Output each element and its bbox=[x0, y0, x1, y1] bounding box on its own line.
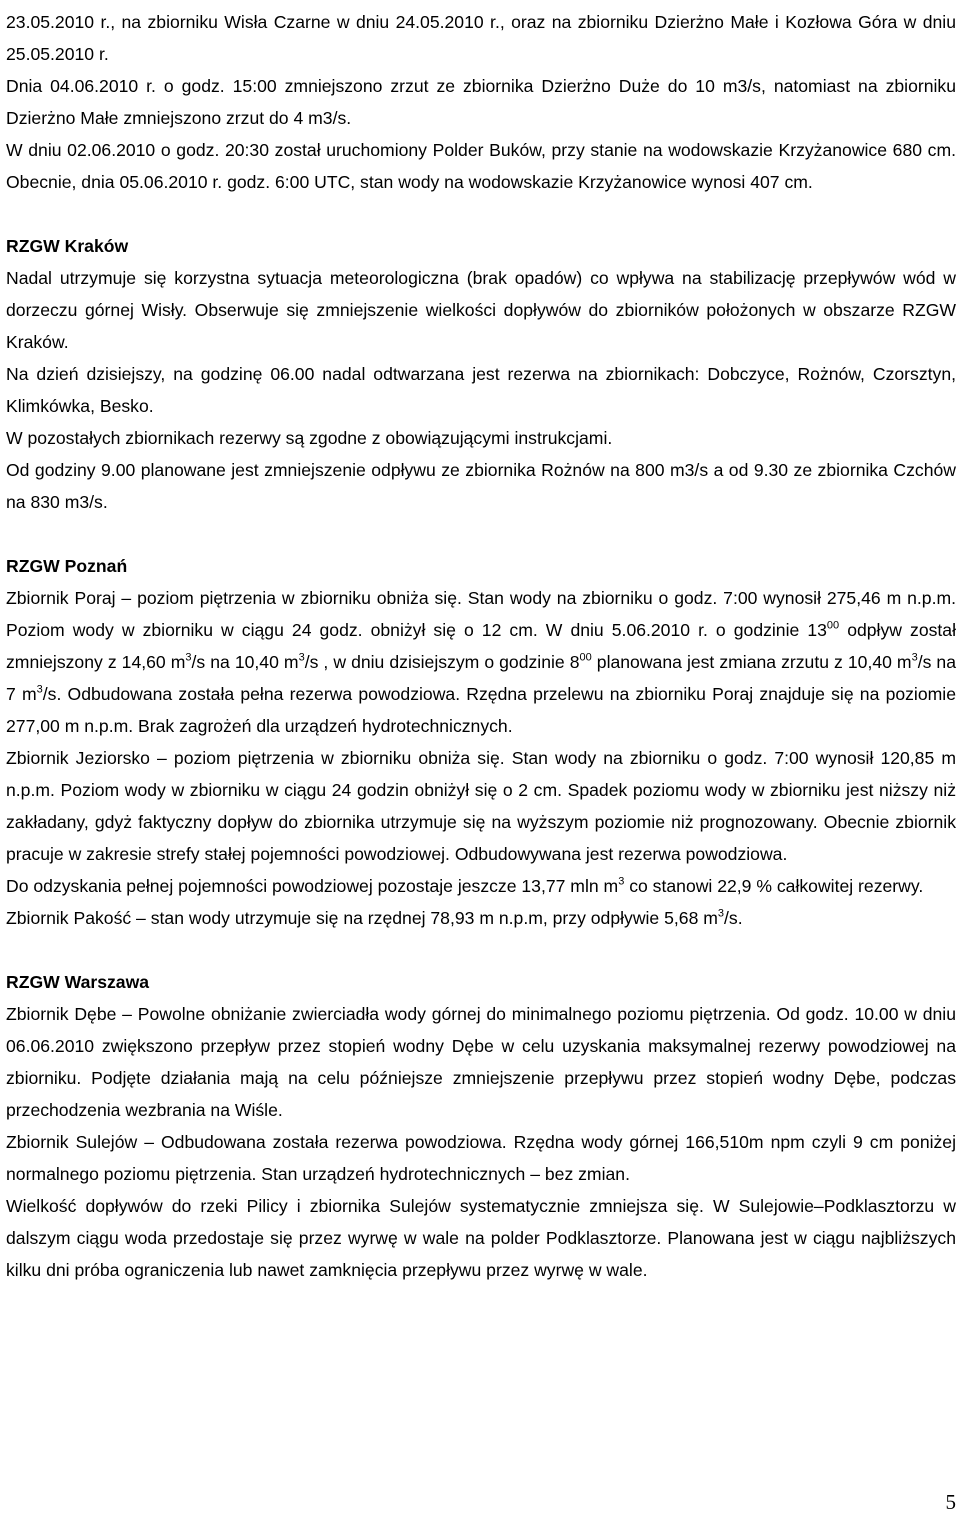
spacer bbox=[6, 518, 956, 550]
poraj-paragraph: Zbiornik Poraj – poziom piętrzenia w zbiorniku obniża się. Stan wody na zbiorniku o godz. 7:00 wynosił 275,46 m n.p.m. Poziom wody w zbiorniku w ciągu 24 godz. obniżył się o 12 cm. W dniu 5.06.2010 r. o godzinie $13^{00}$ odpływ został zmniejszony z 14,60 $m^3/s$ na 10,40 $m^3/s$ , w dniu dzisiejszym o godzinie $8^{00}$ planowana jest zmiana zrzutu z 10,40 $m^3/s$ na 7 $m^3/s$. Odbudowana została pełna rezerwa powodziowa. Rzędna przelewu na zbiorniku Poraj znajduje się na poziomie 277,00 m n.p.m. Brak zagrożeń dla urządzeń hydrotechnicznych. bbox=[6, 588, 957, 736]
krakow-paragraph-3: W pozostałych zbiornikach rezerwy są zgodne z obowiązującymi instrukcjami. bbox=[6, 428, 613, 448]
spacer bbox=[6, 934, 956, 966]
pakosc-paragraph: Zbiornik Pakość – stan wody utrzymuje się na rzędnej 78,93 m n.p.m, przy odpływie 5,68 $m^3/s$. bbox=[6, 907, 743, 928]
section-heading-warszawa: RZGW Warszawa bbox=[6, 972, 150, 992]
section-heading-poznan: RZGW Poznań bbox=[6, 556, 128, 576]
document-body bbox=[6, 6, 956, 1286]
warszawa-paragraph-1: Zbiornik Dębe – Powolne obniżanie zwierciadła wody górnej do minimalnego poziomu piętrzenia. Od godz. 10.00 w dniu 06.06.2010 zwiększono przepływ przez stopień wodny Dębe w celu uzyskania maksymalnej rezerwy powodziowej na zbiorniku. Podjęte działania mają na celu późniejsze zmniejszenie przepływu przez stopień wodny Dębe, podczas przechodzenia wezbrania na Wiśle. bbox=[6, 1004, 956, 1120]
intro-paragraph-1: 23.05.2010 r., na zbiorniku Wisła Czarne w dniu 24.05.2010 r., oraz na zbiorniku Dzierżno Małe i Kozłowa Góra w dniu 25.05.2010 r. bbox=[6, 12, 956, 64]
krakow-paragraph-4: Od godziny 9.00 planowane jest zmniejszenie odpływu ze zbiornika Rożnów na 800 m3/s a od 9.30 ze zbiornika Czchów na 830 m3/s. bbox=[6, 460, 956, 512]
intro-paragraph-2: Dnia 04.06.2010 r. o godz. 15:00 zmniejszono zrzut ze zbiornika Dzierżno Duże do 10 m3/s, natomiast na zbiorniku Dzierżno Małe zmniejszono zrzut do 4 m3/s. bbox=[6, 76, 956, 128]
krakow-paragraph-1: Nadal utrzymuje się korzystna sytuacja meteorologiczna (brak opadów) co wpływa na stabilizację przepływów wód w dorzeczu górnej Wisły. Obserwuje się zmniejszenie wielkości dopływów do zbiorników położonych w obszarze RZGW Kraków. bbox=[6, 268, 956, 352]
spacer bbox=[6, 198, 956, 230]
krakow-paragraph-2: Na dzień dzisiejszy, na godzinę 06.00 nadal odtwarzana jest rezerwa na zbiornikach: Dobczyce, Rożnów, Czorsztyn, Klimkówka, Besko. bbox=[6, 364, 956, 416]
section-heading-krakow: RZGW Kraków bbox=[6, 236, 129, 256]
odzysk-paragraph: Do odzyskania pełnej pojemności powodziowej pozostaje jeszcze 13,77 mln $m^3$ co stanowi 22,9 % całkowitej rezerwy. bbox=[6, 875, 924, 896]
warszawa-paragraph-3: Wielkość dopływów do rzeki Pilicy i zbiornika Sulejów systematycznie zmniejsza się. W Sulejowie–Podklasztorzu w dalszym ciągu woda przedostaje się przez wyrwę w wale na polder Podklasztorze. Planowana jest w ciągu najbliższych kilku dni próba ograniczenia lub nawet zamknięcia przepływu przez wyrwę w wale. bbox=[6, 1196, 956, 1280]
page-number: 5 bbox=[945, 1490, 956, 1514]
intro-paragraph-3: W dniu 02.06.2010 o godz. 20:30 został uruchomiony Polder Buków, przy stanie na wodowskazie Krzyżanowice 680 cm. Obecnie, dnia 05.06.2010 r. godz. 6:00 UTC, stan wody na wodowskazie Krzyżanowice wynosi 407 cm. bbox=[6, 140, 956, 192]
warszawa-paragraph-2: Zbiornik Sulejów – Odbudowana została rezerwa powodziowa. Rzędna wody górnej 166,510m npm czyli 9 cm poniżej normalnego poziomu piętrzenia. Stan urządzeń hydrotechnicznych – bez zmian. bbox=[6, 1132, 956, 1184]
jeziorsko-paragraph: Zbiornik Jeziorsko – poziom piętrzenia w zbiorniku obniża się. Stan wody na zbiorniku o godz. 7:00 wynosił 120,85 m n.p.m. Poziom wody w zbiorniku w ciągu 24 godzin obniżył się o 2 cm. Spadek poziomu wody w zbiorniku jest niższy niż zakładany, gdyż faktyczny dopływ do zbiornika utrzymuje się na wyższym poziomie niż prognozowany. Obecnie zbiornik pracuje w zakresie strefy stałej pojemności powodziowej. Odbudowywana jest rezerwa powodziowa. bbox=[6, 748, 956, 864]
